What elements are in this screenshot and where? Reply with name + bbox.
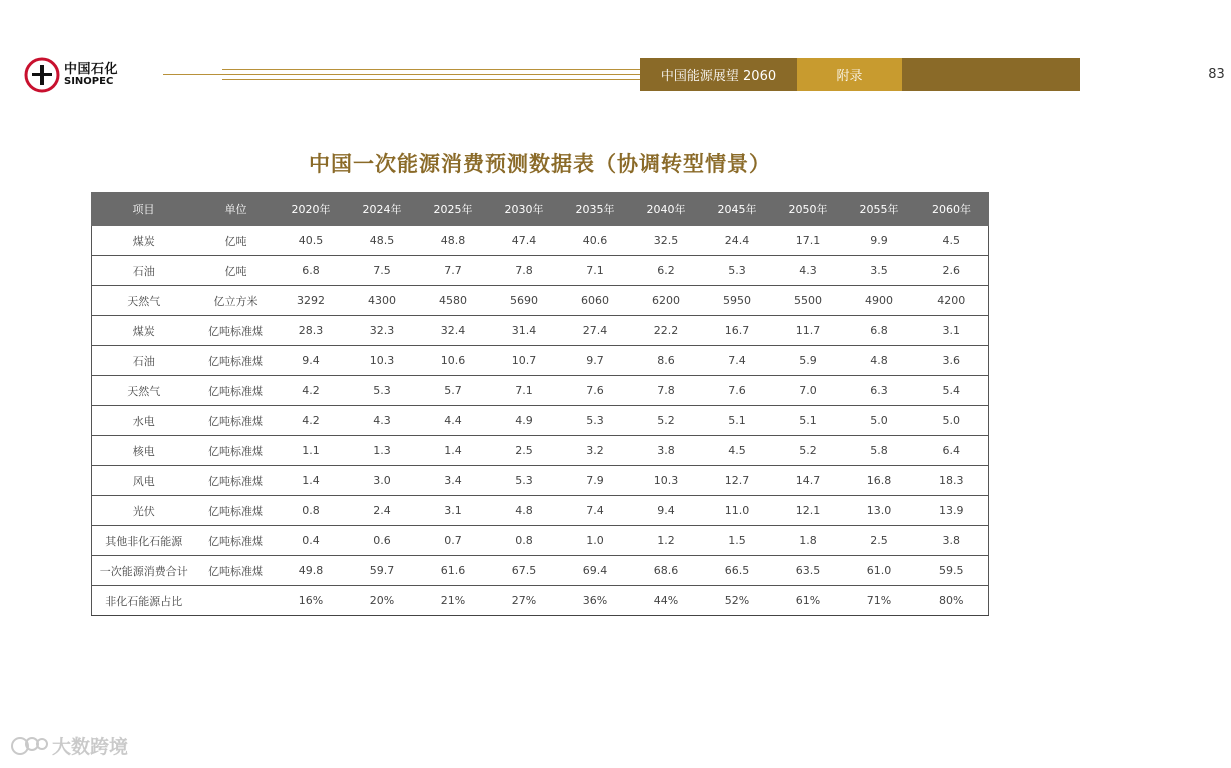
value-cell: 4900	[844, 286, 915, 316]
value-cell: 24.4	[702, 226, 773, 256]
value-cell: 16.7	[702, 316, 773, 346]
value-cell: 5690	[489, 286, 560, 316]
watermark-logo-icon	[10, 734, 48, 758]
value-cell: 3.8	[631, 436, 702, 466]
value-cell: 9.9	[844, 226, 915, 256]
column-header: 2050年	[773, 193, 844, 226]
value-cell: 6.4	[915, 436, 989, 466]
value-cell: 7.1	[560, 256, 631, 286]
value-cell: 1.4	[276, 466, 347, 496]
watermark	[10, 732, 128, 759]
value-cell: 80%	[915, 586, 989, 616]
value-cell: 18.3	[915, 466, 989, 496]
column-header: 项目	[92, 193, 196, 226]
value-cell: 5950	[702, 286, 773, 316]
table-row	[92, 376, 989, 406]
value-cell: 13.0	[844, 496, 915, 526]
row-label-cell: 水电	[92, 406, 196, 436]
value-cell: 2.4	[347, 496, 418, 526]
value-cell: 5.3	[347, 376, 418, 406]
value-cell: 7.1	[489, 376, 560, 406]
unit-cell: 亿吨标准煤	[196, 526, 276, 556]
page-number: 83	[1202, 60, 1231, 89]
value-cell: 11.0	[702, 496, 773, 526]
table-title: 中国一次能源消费预测数据表（协调转型情景）	[309, 152, 771, 176]
value-cell: 63.5	[773, 556, 844, 586]
unit-cell: 亿吨标准煤	[196, 406, 276, 436]
value-cell: 0.6	[347, 526, 418, 556]
column-header: 2035年	[560, 193, 631, 226]
header-bar	[640, 58, 1225, 91]
value-cell: 7.4	[560, 496, 631, 526]
logo-english-name: SINOPEC	[64, 75, 114, 87]
value-cell: 1.5	[702, 526, 773, 556]
value-cell: 1.1	[276, 436, 347, 466]
unit-cell: 亿立方米	[196, 286, 276, 316]
unit-cell: 亿吨标准煤	[196, 556, 276, 586]
value-cell: 4.4	[418, 406, 489, 436]
value-cell: 48.8	[418, 226, 489, 256]
unit-cell: 亿吨	[196, 226, 276, 256]
value-cell: 5.3	[489, 466, 560, 496]
value-cell: 9.4	[631, 496, 702, 526]
value-cell: 27.4	[560, 316, 631, 346]
sinopec-emblem-icon	[24, 57, 60, 93]
table-row	[92, 586, 989, 616]
unit-cell	[196, 586, 276, 616]
unit-cell: 亿吨标准煤	[196, 346, 276, 376]
value-cell: 66.5	[702, 556, 773, 586]
header-rule-top	[222, 69, 640, 70]
table-row	[92, 316, 989, 346]
value-cell: 6.8	[276, 256, 347, 286]
table-row	[92, 346, 989, 376]
value-cell: 0.8	[276, 496, 347, 526]
value-cell: 5.2	[631, 406, 702, 436]
value-cell: 7.5	[347, 256, 418, 286]
table-row	[92, 526, 989, 556]
table-row	[92, 466, 989, 496]
value-cell: 47.4	[489, 226, 560, 256]
value-cell: 49.8	[276, 556, 347, 586]
value-cell: 4.8	[844, 346, 915, 376]
value-cell: 1.8	[773, 526, 844, 556]
value-cell: 7.4	[702, 346, 773, 376]
value-cell: 28.3	[276, 316, 347, 346]
value-cell: 3.0	[347, 466, 418, 496]
value-cell: 4.3	[347, 406, 418, 436]
table-row	[92, 556, 989, 586]
value-cell: 2.6	[915, 256, 989, 286]
value-cell: 21%	[418, 586, 489, 616]
value-cell: 4.2	[276, 406, 347, 436]
value-cell: 61%	[773, 586, 844, 616]
value-cell: 4200	[915, 286, 989, 316]
column-header: 2020年	[276, 193, 347, 226]
unit-cell: 亿吨标准煤	[196, 316, 276, 346]
value-cell: 6060	[560, 286, 631, 316]
header-rule-bottom	[222, 79, 640, 80]
header-rule-middle	[163, 74, 640, 75]
value-cell: 36%	[560, 586, 631, 616]
table-row	[92, 496, 989, 526]
value-cell: 7.8	[489, 256, 560, 286]
value-cell: 59.5	[915, 556, 989, 586]
column-header: 2030年	[489, 193, 560, 226]
logo-chinese-name: 中国石化	[64, 61, 119, 77]
value-cell: 14.7	[773, 466, 844, 496]
value-cell: 10.7	[489, 346, 560, 376]
value-cell: 5.0	[844, 406, 915, 436]
energy-forecast-table	[91, 192, 989, 616]
row-label-cell: 一次能源消费合计	[92, 556, 196, 586]
row-label-cell: 核电	[92, 436, 196, 466]
value-cell: 1.3	[347, 436, 418, 466]
value-cell: 40.6	[560, 226, 631, 256]
value-cell: 3.2	[560, 436, 631, 466]
value-cell: 11.7	[773, 316, 844, 346]
value-cell: 69.4	[560, 556, 631, 586]
value-cell: 10.3	[347, 346, 418, 376]
unit-cell: 亿吨标准煤	[196, 376, 276, 406]
value-cell: 1.0	[560, 526, 631, 556]
value-cell: 20%	[347, 586, 418, 616]
table-row	[92, 286, 989, 316]
column-header: 2040年	[631, 193, 702, 226]
value-cell: 32.3	[347, 316, 418, 346]
value-cell: 12.1	[773, 496, 844, 526]
sinopec-logo	[24, 57, 118, 93]
value-cell: 4.2	[276, 376, 347, 406]
value-cell: 1.4	[418, 436, 489, 466]
column-header: 2025年	[418, 193, 489, 226]
report-title: 中国能源展望 2060	[640, 58, 797, 91]
value-cell: 5.3	[560, 406, 631, 436]
value-cell: 3.5	[844, 256, 915, 286]
watermark-text: 大数跨境	[52, 736, 129, 758]
value-cell: 16.8	[844, 466, 915, 496]
value-cell: 6.8	[844, 316, 915, 346]
value-cell: 3.1	[418, 496, 489, 526]
value-cell: 5.8	[844, 436, 915, 466]
value-cell: 4.3	[773, 256, 844, 286]
row-label-cell: 石油	[92, 346, 196, 376]
value-cell: 0.4	[276, 526, 347, 556]
row-label-cell: 煤炭	[92, 226, 196, 256]
value-cell: 61.0	[844, 556, 915, 586]
value-cell: 9.4	[276, 346, 347, 376]
value-cell: 3.8	[915, 526, 989, 556]
table-row	[92, 406, 989, 436]
value-cell: 12.7	[702, 466, 773, 496]
value-cell: 1.2	[631, 526, 702, 556]
column-header: 2055年	[844, 193, 915, 226]
value-cell: 71%	[844, 586, 915, 616]
value-cell: 3.4	[418, 466, 489, 496]
value-cell: 0.8	[489, 526, 560, 556]
value-cell: 27%	[489, 586, 560, 616]
value-cell: 5.2	[773, 436, 844, 466]
value-cell: 2.5	[844, 526, 915, 556]
value-cell: 4.9	[489, 406, 560, 436]
value-cell: 3292	[276, 286, 347, 316]
value-cell: 4.5	[915, 226, 989, 256]
value-cell: 3.6	[915, 346, 989, 376]
value-cell: 7.6	[702, 376, 773, 406]
unit-cell: 亿吨标准煤	[196, 466, 276, 496]
row-label-cell: 石油	[92, 256, 196, 286]
value-cell: 4580	[418, 286, 489, 316]
value-cell: 5.0	[915, 406, 989, 436]
value-cell: 32.4	[418, 316, 489, 346]
value-cell: 40.5	[276, 226, 347, 256]
table-row	[92, 256, 989, 286]
row-label-cell: 风电	[92, 466, 196, 496]
value-cell: 5.7	[418, 376, 489, 406]
row-label-cell: 光伏	[92, 496, 196, 526]
value-cell: 5500	[773, 286, 844, 316]
value-cell: 0.7	[418, 526, 489, 556]
value-cell: 5.9	[773, 346, 844, 376]
unit-cell: 亿吨	[196, 256, 276, 286]
row-label-cell: 天然气	[92, 376, 196, 406]
value-cell: 17.1	[773, 226, 844, 256]
value-cell: 6200	[631, 286, 702, 316]
value-cell: 31.4	[489, 316, 560, 346]
page-number-area	[902, 58, 1225, 91]
column-header: 2024年	[347, 193, 418, 226]
column-header: 2060年	[915, 193, 989, 226]
row-label-cell: 其他非化石能源	[92, 526, 196, 556]
row-label-cell: 天然气	[92, 286, 196, 316]
value-cell: 7.9	[560, 466, 631, 496]
value-cell: 5.3	[702, 256, 773, 286]
value-cell: 5.1	[702, 406, 773, 436]
value-cell: 61.6	[418, 556, 489, 586]
value-cell: 7.8	[631, 376, 702, 406]
value-cell: 10.6	[418, 346, 489, 376]
value-cell: 32.5	[631, 226, 702, 256]
value-cell: 3.1	[915, 316, 989, 346]
section-label: 附录	[797, 58, 902, 91]
row-label-cell: 煤炭	[92, 316, 196, 346]
value-cell: 5.1	[773, 406, 844, 436]
value-cell: 16%	[276, 586, 347, 616]
value-cell: 4300	[347, 286, 418, 316]
column-header: 2045年	[702, 193, 773, 226]
value-cell: 7.0	[773, 376, 844, 406]
table-row	[92, 436, 989, 466]
value-cell: 6.3	[844, 376, 915, 406]
column-header: 单位	[196, 193, 276, 226]
value-cell: 48.5	[347, 226, 418, 256]
value-cell: 67.5	[489, 556, 560, 586]
value-cell: 22.2	[631, 316, 702, 346]
value-cell: 68.6	[631, 556, 702, 586]
value-cell: 4.5	[702, 436, 773, 466]
value-cell: 9.7	[560, 346, 631, 376]
value-cell: 5.4	[915, 376, 989, 406]
value-cell: 13.9	[915, 496, 989, 526]
unit-cell: 亿吨标准煤	[196, 496, 276, 526]
unit-cell: 亿吨标准煤	[196, 436, 276, 466]
value-cell: 8.6	[631, 346, 702, 376]
value-cell: 7.7	[418, 256, 489, 286]
row-label-cell: 非化石能源占比	[92, 586, 196, 616]
value-cell: 59.7	[347, 556, 418, 586]
value-cell: 4.8	[489, 496, 560, 526]
value-cell: 44%	[631, 586, 702, 616]
table-row	[92, 226, 989, 256]
value-cell: 7.6	[560, 376, 631, 406]
value-cell: 10.3	[631, 466, 702, 496]
value-cell: 6.2	[631, 256, 702, 286]
value-cell: 52%	[702, 586, 773, 616]
table-header-row	[92, 193, 989, 226]
value-cell: 2.5	[489, 436, 560, 466]
